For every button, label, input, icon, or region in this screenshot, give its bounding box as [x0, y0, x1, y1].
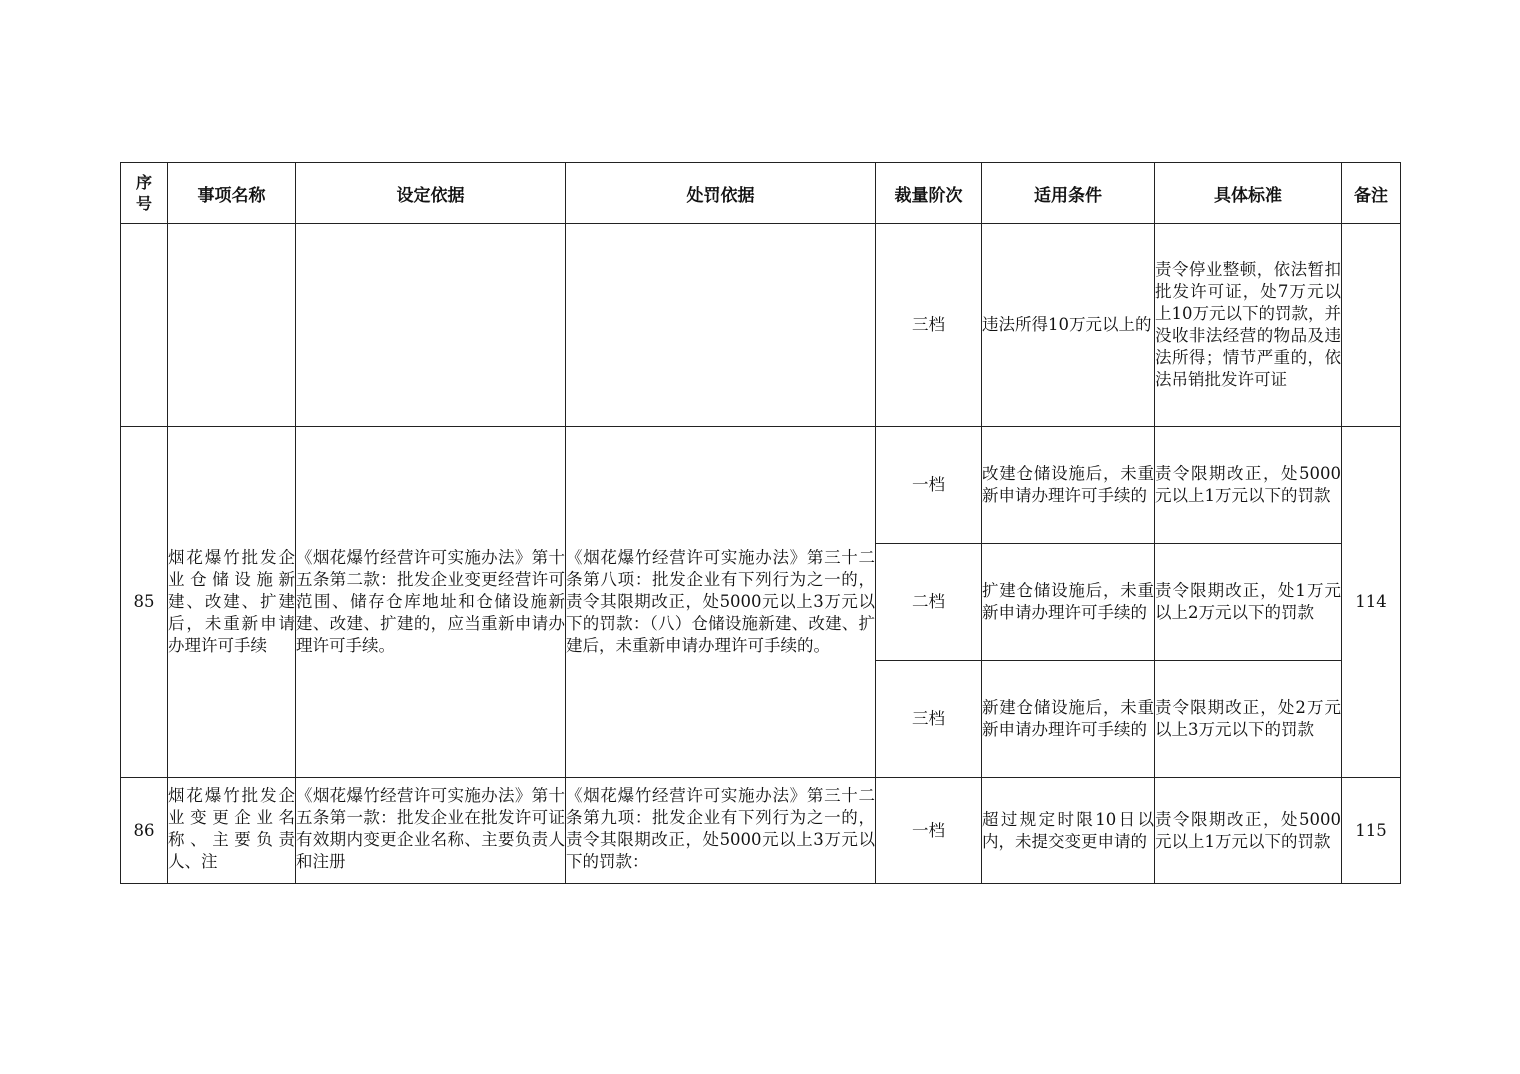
- basis-penalty-cell: [566, 224, 876, 427]
- basis-set-cell: 《烟花爆竹经营许可实施办法》第十五条第二款：批发企业变更经营许可范围、储存仓库地址和仓储设施新建、改建、扩建的，应当重新申请办理许可手续。: [296, 427, 566, 778]
- name-cell: [168, 224, 296, 427]
- header-basis-penalty: 处罚依据: [566, 163, 876, 224]
- standard-cell: 责令停业整顿，依法暂扣批发许可证，处7万元以上10万元以下的罚款，并没收非法经营的物品及违法所得；情节严重的，依法吊销批发许可证: [1155, 224, 1342, 427]
- condition-cell: 改建仓储设施后，未重新申请办理许可手续的: [982, 427, 1155, 544]
- level-cell: 一档: [876, 427, 982, 544]
- condition-cell: 超过规定时限10日以内，未提交变更申请的: [982, 778, 1155, 884]
- seq-cell: [121, 224, 168, 427]
- remark-cell: 114: [1342, 427, 1401, 778]
- standard-cell: 责令限期改正，处5000元以上1万元以下的罚款: [1155, 778, 1342, 884]
- seq-cell: 86: [121, 778, 168, 884]
- header-condition: 适用条件: [982, 163, 1155, 224]
- level-cell: 三档: [876, 661, 982, 778]
- name-text: 烟花爆竹批发企业变更企业名称、主要负责人、注: [168, 785, 295, 871]
- header-standard: 具体标准: [1155, 163, 1342, 224]
- header-name: 事项名称: [168, 163, 296, 224]
- condition-cell: 违法所得10万元以上的: [982, 224, 1155, 427]
- penalty-standard-table: [120, 162, 1401, 884]
- basis-penalty-cell: [566, 778, 876, 884]
- basis-set-cell: [296, 224, 566, 427]
- condition-cell: 扩建仓储设施后，未重新申请办理许可手续的: [982, 544, 1155, 661]
- basis-penalty-cell: 《烟花爆竹经营许可实施办法》第三十二条第八项：批发企业有下列行为之一的，责令其限期改正，处5000元以上3万元以下的罚款：（八）仓储设施新建、改建、扩建后，未重新申请办理许可手续的。: [566, 427, 876, 778]
- remark-cell: [1342, 224, 1401, 427]
- standard-cell: 责令限期改正，处2万元以上3万元以下的罚款: [1155, 661, 1342, 778]
- basis-set-text: 《烟花爆竹经营许可实施办法》第十五条第一款：批发企业在批发许可证有效期内变更企业名称、主要负责人和注册: [296, 785, 565, 871]
- seq-cell: 85: [121, 427, 168, 778]
- standard-cell: 责令限期改正，处5000元以上1万元以下的罚款: [1155, 427, 1342, 544]
- header-row: [121, 163, 1401, 224]
- level-cell: 一档: [876, 778, 982, 884]
- name-cell: 烟花爆竹批发企业仓储设施新建、改建、扩建后，未重新申请办理许可手续: [168, 427, 296, 778]
- table-row: [121, 224, 1401, 427]
- name-cell: [168, 778, 296, 884]
- standard-cell: 责令限期改正，处1万元以上2万元以下的罚款: [1155, 544, 1342, 661]
- remark-cell: 115: [1342, 778, 1401, 884]
- basis-penalty-text: 《烟花爆竹经营许可实施办法》第三十二条第九项：批发企业有下列行为之一的，责令其限期改正，处5000元以上3万元以下的罚款：: [566, 785, 875, 871]
- header-seq: 序号: [121, 163, 168, 224]
- level-cell: 三档: [876, 224, 982, 427]
- basis-set-cell: [296, 778, 566, 884]
- table-row: [121, 427, 1401, 544]
- header-remark: 备注: [1342, 163, 1401, 224]
- table-row: [121, 778, 1401, 884]
- level-cell: 二档: [876, 544, 982, 661]
- header-basis-set: 设定依据: [296, 163, 566, 224]
- header-level: 裁量阶次: [876, 163, 982, 224]
- condition-cell: 新建仓储设施后，未重新申请办理许可手续的: [982, 661, 1155, 778]
